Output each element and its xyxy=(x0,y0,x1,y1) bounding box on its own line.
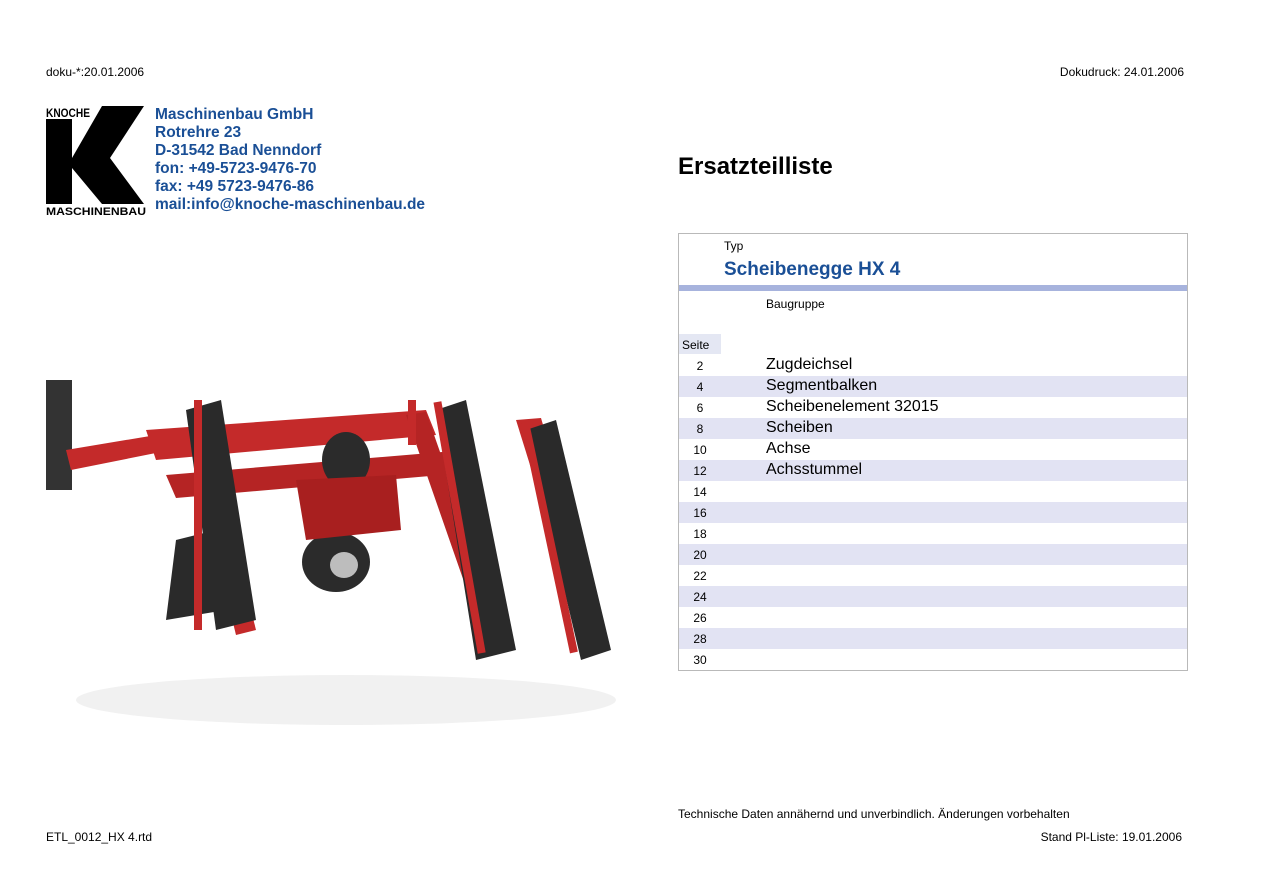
table-row xyxy=(679,586,1187,607)
price-list-date: Stand Pl-Liste: 19.01.2006 xyxy=(1040,830,1182,844)
table-row[interactable] xyxy=(679,397,1187,418)
table-row xyxy=(679,628,1187,649)
row-group: Scheiben xyxy=(766,419,833,436)
table-row xyxy=(679,607,1187,628)
table-row[interactable] xyxy=(679,439,1187,460)
row-page: 8 xyxy=(696,422,704,436)
page-title: Ersatzteilliste xyxy=(678,153,833,180)
company-city: D-31542 Bad Nenndorf xyxy=(155,142,322,159)
company-logo xyxy=(46,106,146,216)
document-date: doku-*:20.01.2006 xyxy=(46,65,145,79)
company-mail[interactable]: mail:info@knoche-maschinenbau.de xyxy=(155,196,426,213)
row-group: Achsstummel xyxy=(766,461,863,478)
table-row[interactable] xyxy=(679,460,1187,481)
parts-rows xyxy=(679,355,1187,670)
table-row[interactable] xyxy=(679,418,1187,439)
table-row xyxy=(679,544,1187,565)
company-name: Maschinenbau GmbH xyxy=(155,106,314,123)
row-page: 26 xyxy=(693,611,707,625)
row-page: 10 xyxy=(693,443,707,457)
row-group: Zugdeichsel xyxy=(766,356,853,373)
page-column-header: Seite xyxy=(679,334,721,354)
row-page: 20 xyxy=(693,548,707,562)
row-page: 16 xyxy=(693,506,707,520)
print-date: Dokudruck: 24.01.2006 xyxy=(1059,65,1184,79)
type-value: Scheibenegge HX 4 xyxy=(724,259,901,280)
logo-top-text: KNOCHE xyxy=(46,108,91,120)
table-row xyxy=(679,565,1187,586)
row-page: 6 xyxy=(696,401,704,415)
logo-bottom-text: MASCHINENBAU xyxy=(46,206,146,216)
row-page: 22 xyxy=(693,569,707,583)
table-row xyxy=(679,523,1187,544)
row-group: Scheibenelement 32015 xyxy=(766,398,939,415)
company-street: Rotrehre 23 xyxy=(155,124,242,141)
row-page: 18 xyxy=(693,527,707,541)
table-row[interactable] xyxy=(679,376,1187,397)
row-page: 28 xyxy=(693,632,707,646)
table-row xyxy=(679,649,1187,670)
table-row[interactable] xyxy=(679,355,1187,376)
row-page: 24 xyxy=(693,590,707,604)
table-row xyxy=(679,481,1187,502)
table-row xyxy=(679,502,1187,523)
row-group: Segmentbalken xyxy=(766,377,878,394)
group-label: Baugruppe xyxy=(766,297,825,311)
type-divider xyxy=(679,285,1187,291)
company-address xyxy=(155,106,425,214)
row-page: 4 xyxy=(696,380,704,394)
parts-table xyxy=(678,233,1188,671)
row-page: 14 xyxy=(693,485,707,499)
disclaimer-note: Technische Daten annähernd und unverbindlich. Änderungen vorbehalten xyxy=(678,807,1070,821)
row-page: 12 xyxy=(693,464,707,478)
file-name: ETL_0012_HX 4.rtd xyxy=(46,830,153,844)
disc-harrow-image xyxy=(46,300,640,740)
row-group: Achse xyxy=(766,440,811,457)
company-phone: fon: +49-5723-9476-70 xyxy=(155,160,317,177)
company-fax: fax: +49 5723-9476-86 xyxy=(155,178,314,195)
row-page: 2 xyxy=(696,359,704,373)
row-page: 30 xyxy=(693,653,707,667)
type-label: Typ xyxy=(724,239,744,253)
